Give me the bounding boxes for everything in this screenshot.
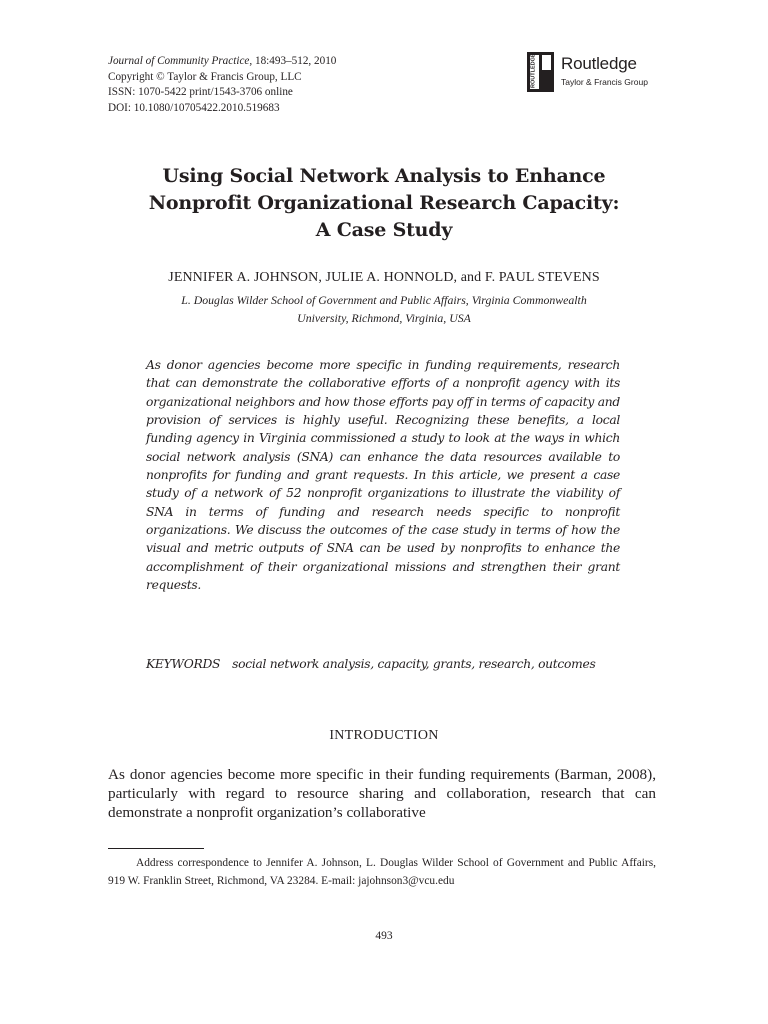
- keywords-label: KEYWORDS: [146, 657, 221, 671]
- copyright-line: Copyright © Taylor & Francis Group, LLC: [108, 70, 302, 83]
- title-line: Using Social Network Analysis to Enhance: [162, 165, 606, 187]
- doi-line: DOI: 10.1080/10705422.2010.519683: [108, 101, 280, 114]
- author-list: JENNIFER A. JOHNSON, JULIE A. HONNOLD, and F. PAUL STEVENS: [168, 270, 600, 285]
- footnote-rule: [108, 848, 204, 849]
- section-heading: INTRODUCTION: [329, 728, 439, 743]
- affiliation-line: University, Richmond, Virginia, USA: [297, 310, 471, 325]
- journal-citation: [108, 54, 438, 70]
- keywords: [146, 655, 620, 673]
- journal-issue: 18:493–512, 2010: [252, 55, 337, 67]
- abstract: As donor agencies become more specific in funding requirements, research that can demonstrate the collaborative efforts of a nonprofit agency with its organizational neighbors and how those efforts pay off in terms of capacity and provision of services is highly useful. Recognizing these benefits, a local funding agency in Virginia commissioned a study to look at the ways in which social network analysis (SNA) can enhance the data resources available to nonprofits for funding and grant requests. In this article, we present a case study of a network of 52 nonprofit organizations to illustrate the viability of SNA in terms of funding and research needs specific to nonprofit organizations. We discuss the outcomes of the case study in terms of how the visual and metric outputs of SNA can be used by nonprofits to enhance the accomplishment of their organizational missions and strengthen their grant requests.: [146, 358, 620, 593]
- issn-line: ISSN: 1070-5422 print/1543-3706 online: [108, 86, 293, 98]
- publisher-group: Taylor & Francis Group: [561, 77, 648, 87]
- affiliation: [0, 292, 768, 327]
- journal-header: [108, 54, 438, 116]
- routledge-logo-icon: [527, 52, 554, 92]
- keywords-list: social network analysis, capacity, grants, research, outcomes: [232, 657, 596, 671]
- title-line: A Case Study: [315, 219, 453, 241]
- article-title: [0, 163, 768, 244]
- journal-name: Journal of Community Practice,: [108, 55, 253, 67]
- title-line: Nonprofit Organizational Research Capacity:: [148, 192, 620, 214]
- affiliation-line: L. Douglas Wilder School of Government and Public Affairs, Virginia Commonwealth: [181, 293, 587, 307]
- publisher-logo: [527, 52, 657, 92]
- correspondence-footnote: Address correspondence to Jennifer A. Johnson, L. Douglas Wilder School of Government and Public Affairs, 919 W. Franklin Street, Richmond, VA 23284. E-mail: jajohnson3@vcu.edu: [108, 857, 656, 887]
- publisher-name: Routledge: [561, 54, 637, 73]
- intro-paragraph: As donor agencies become more specific in their funding requirements (Barman, 2008), particularly with regard to resource sharing and collaboration, research that can demonstrate a nonprofit organization’s collaborative: [108, 766, 656, 821]
- page-number: 493: [375, 930, 393, 942]
- logo-vertical-text: ROUTLEDGE: [530, 53, 537, 88]
